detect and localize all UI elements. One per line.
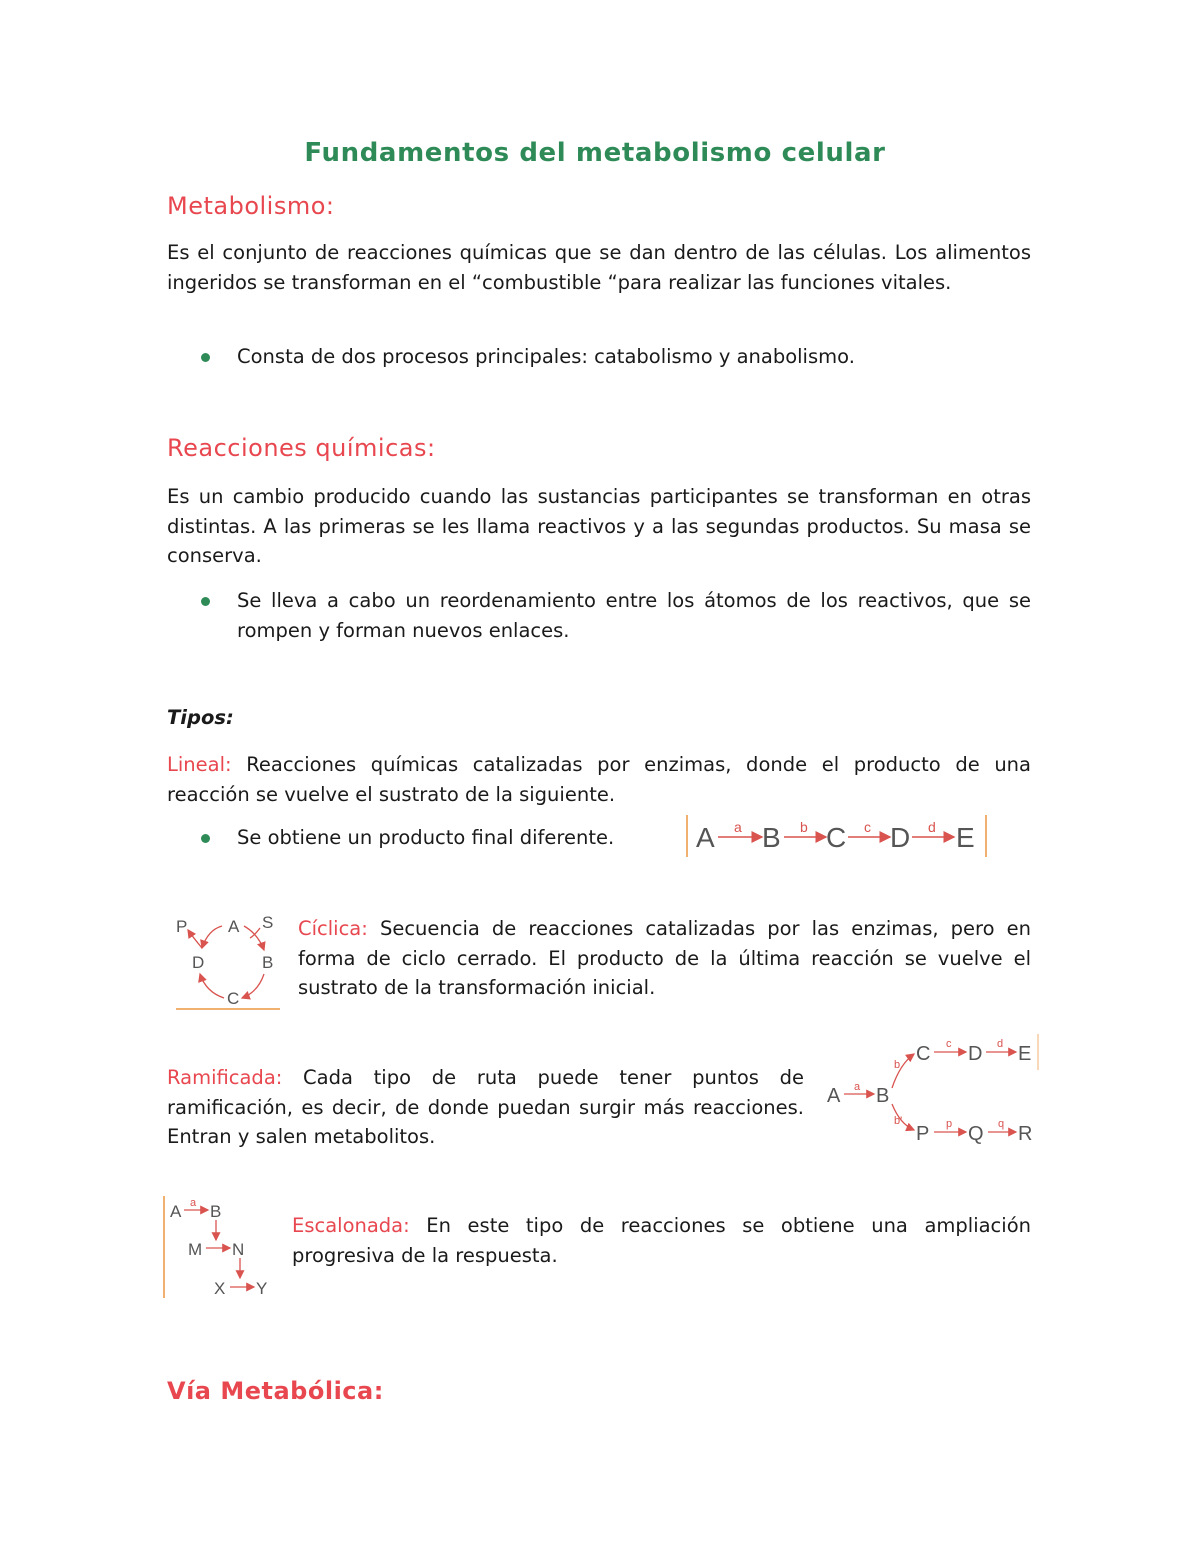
cycle-arrow xyxy=(188,930,202,948)
ciclica-text: Secuencia de reacciones catalizadas por las enzimas, pero en forma de ciclo cerrado. El producto de la última reacción se vuelve el sustrato de la transformación inicial. xyxy=(298,917,1031,999)
escalonada-text: En este tipo de reacciones se obtiene una ampliación progresiva de la respuesta. xyxy=(292,1214,1031,1267)
lineal-bullet-text: Se obtiene un producto final diferente. xyxy=(237,826,615,849)
enzyme-c: c xyxy=(864,819,871,835)
heading-via-metabolica: Vía Metabólica: xyxy=(167,1377,384,1405)
node-y: Y xyxy=(256,1279,268,1298)
node-b: B xyxy=(262,953,274,972)
reacciones-bullet xyxy=(237,586,1031,645)
enzyme-a: a xyxy=(734,819,742,835)
lineal-bullet xyxy=(237,823,657,853)
enzyme-q: q xyxy=(998,1118,1005,1130)
lineal-paragraph xyxy=(167,750,1031,809)
bullet-icon xyxy=(201,597,210,606)
reacciones-paragraph: Es un cambio producido cuando las sustancias participantes se transforman en otras distintas. A las primeras se les llama reactivos y a las segundas productos. Su masa se conserva. xyxy=(167,485,1031,567)
node-c: C xyxy=(826,822,847,853)
bullet-icon xyxy=(201,834,210,843)
node-n: N xyxy=(232,1240,245,1259)
node-a: A xyxy=(696,822,715,853)
stepped-pathway-diagram xyxy=(160,1192,280,1302)
enzyme-c: c xyxy=(946,1038,952,1050)
heading-reacciones-quimicas: Reacciones químicas: xyxy=(167,434,436,462)
enzyme-a: a xyxy=(190,1197,197,1209)
enzyme-b: b xyxy=(894,1059,901,1071)
escalonada-paragraph xyxy=(292,1211,1031,1270)
node-c: C xyxy=(227,989,240,1008)
node-e: E xyxy=(956,822,975,853)
node-d: D xyxy=(968,1043,983,1065)
cycle-arrow xyxy=(200,974,224,998)
heading-tipos: Tipos: xyxy=(167,706,234,729)
lineal-text: Reacciones químicas catalizadas por enzimas, donde el producto de una reacción se vuelve el sustrato de la siguiente. xyxy=(167,753,1031,806)
node-q: Q xyxy=(968,1123,984,1145)
enzyme-d: d xyxy=(928,819,936,835)
enzyme-b-prime: b' xyxy=(894,1115,903,1127)
node-b: B xyxy=(210,1202,222,1221)
ciclica-paragraph xyxy=(298,914,1031,1003)
bullet-icon xyxy=(201,353,210,362)
reacciones-bullet-text: Se lleva a cabo un reordenamiento entre los átomos de los reactivos, que se rompen y forman nuevos enlaces. xyxy=(237,589,1031,642)
ramificada-label: Ramificada: xyxy=(167,1066,283,1089)
cycle-arrow xyxy=(244,926,264,950)
linear-pathway-diagram xyxy=(684,812,990,860)
node-a: A xyxy=(827,1085,841,1107)
node-d: D xyxy=(192,953,205,972)
node-c: C xyxy=(916,1043,931,1065)
ciclica-label: Cíclica: xyxy=(298,917,368,940)
cycle-arrow xyxy=(242,974,264,998)
node-r: R xyxy=(1018,1123,1033,1145)
node-s: S xyxy=(262,913,274,932)
cycle-arrow xyxy=(250,928,260,938)
metabolismo-bullet xyxy=(237,342,1031,372)
cycle-arrow xyxy=(202,926,222,948)
enzyme-b: b xyxy=(800,819,808,835)
node-e: E xyxy=(1018,1043,1032,1065)
enzyme-a: a xyxy=(854,1081,861,1093)
metabolismo-paragraph: Es el conjunto de reacciones químicas que se dan dentro de las células. Los alimentos ingeridos se transforman en el “combustible “para realizar las funciones vitales. xyxy=(167,241,1031,294)
node-a: A xyxy=(228,917,240,936)
cyclic-pathway-diagram xyxy=(170,908,286,1016)
page-title: Fundamentos del metabolismo celular xyxy=(304,138,886,168)
enzyme-d: d xyxy=(997,1038,1004,1050)
lineal-label: Lineal: xyxy=(167,753,232,776)
heading-metabolismo: Metabolismo: xyxy=(167,192,335,220)
ramificada-paragraph xyxy=(167,1063,804,1152)
branched-pathway-diagram xyxy=(822,1030,1042,1148)
node-m: M xyxy=(188,1240,203,1259)
node-p: P xyxy=(176,917,188,936)
escalonada-label: Escalonada: xyxy=(292,1214,410,1237)
node-x: X xyxy=(214,1279,226,1298)
node-b: B xyxy=(762,822,781,853)
node-a: A xyxy=(170,1202,182,1221)
metabolismo-bullet-text: Consta de dos procesos principales: catabolismo y anabolismo. xyxy=(237,345,855,368)
node-d: D xyxy=(890,822,911,853)
ramificada-text: Cada tipo de ruta puede tener puntos de ramificación, es decir, de donde puedan surgir más reacciones. Entran y salen metabolitos. xyxy=(167,1066,804,1148)
node-p: P xyxy=(916,1123,930,1145)
enzyme-p: p xyxy=(946,1118,953,1130)
node-b: B xyxy=(876,1085,890,1107)
